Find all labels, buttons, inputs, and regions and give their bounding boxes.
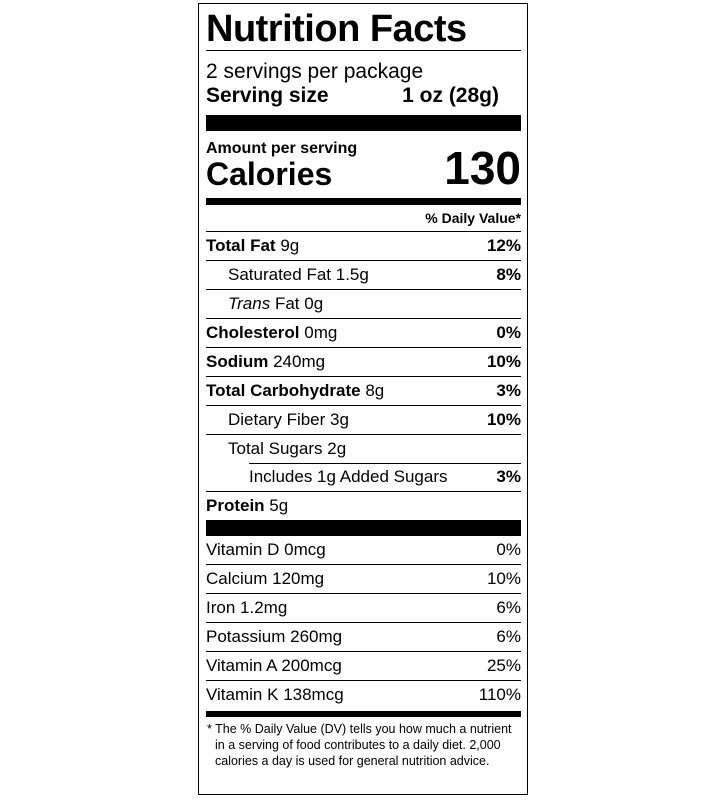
micronutrient-divider bbox=[206, 520, 521, 536]
nutrient-label: Dietary Fiber 3g bbox=[228, 410, 349, 429]
vitamin-row-vitamin-d bbox=[206, 536, 521, 564]
nutrient-row-trans-fat bbox=[206, 289, 521, 318]
vitamin-row-iron bbox=[206, 593, 521, 622]
nutrient-row-cholesterol bbox=[206, 318, 521, 347]
added-sugars-divider bbox=[249, 463, 521, 464]
nutrient-label: Includes 1g Added Sugars bbox=[249, 467, 448, 486]
vitamin-row-vitamin-k bbox=[206, 680, 521, 709]
vitamin-label: Vitamin A 200mcg bbox=[206, 656, 342, 675]
vitamin-dv: 0% bbox=[496, 540, 521, 559]
vitamin-label: Iron 1.2mg bbox=[206, 598, 288, 617]
vitamin-dv: 25% bbox=[486, 656, 521, 675]
nutrient-label: Saturated Fat 1.5g bbox=[228, 265, 369, 284]
serving-size-row bbox=[206, 84, 521, 108]
vitamin-dv: 110% bbox=[478, 685, 521, 704]
nutrition-facts-label bbox=[198, 3, 528, 795]
nutrient-label: Total Sugars 2g bbox=[228, 439, 347, 458]
nutrient-label: Protein 5g bbox=[206, 496, 289, 515]
medium-divider bbox=[206, 198, 521, 205]
vitamin-label: Potassium 260mg bbox=[206, 627, 343, 646]
daily-value-header: % Daily Value* bbox=[425, 210, 521, 226]
vitamin-row-calcium bbox=[206, 564, 521, 593]
vitamin-label: Vitamin D 0mcg bbox=[206, 540, 326, 559]
nutrient-label: Cholesterol 0mg bbox=[206, 323, 338, 342]
nutrient-row-protein bbox=[206, 491, 521, 520]
nutrient-row-total-carbohydrate bbox=[206, 376, 521, 405]
vitamin-dv: 6% bbox=[496, 627, 521, 646]
serving-size-label: Serving size bbox=[206, 84, 329, 107]
vitamin-label: Calcium 120mg bbox=[206, 569, 325, 588]
vitamin-dv: 6% bbox=[496, 598, 521, 617]
nutrient-dv: 10% bbox=[486, 352, 521, 371]
servings-per-package: 2 servings per package bbox=[206, 60, 424, 83]
footnote-divider bbox=[206, 711, 521, 717]
nutrient-label: Trans Fat 0g bbox=[228, 294, 324, 313]
nutrient-row-total-sugars bbox=[206, 434, 521, 463]
nutrient-dv: 0% bbox=[496, 323, 521, 342]
label-title: Nutrition Facts bbox=[206, 8, 467, 50]
title-divider bbox=[206, 50, 521, 51]
nutrient-dv: 3% bbox=[496, 467, 521, 486]
nutrient-dv: 3% bbox=[496, 381, 521, 400]
nutrient-label: Total Carbohydrate 8g bbox=[206, 381, 385, 400]
nutrient-dv: 8% bbox=[496, 265, 521, 284]
vitamin-row-vitamin-a bbox=[206, 651, 521, 680]
serving-size-spacer bbox=[329, 84, 403, 108]
nutrient-dv: 10% bbox=[486, 410, 521, 429]
daily-value-footnote: * The % Daily Value (DV) tells you how much a nutrient in a serving of food contributes to a daily diet. 2,000 calories a day is used for general nutrition advice. bbox=[207, 722, 512, 768]
nutrient-dv: 12% bbox=[486, 236, 521, 255]
nutrient-label: Sodium 240mg bbox=[206, 352, 326, 371]
nutrient-row-total-fat bbox=[206, 231, 521, 260]
calories-value: 130 bbox=[444, 142, 521, 194]
amount-per-serving: Amount per serving bbox=[206, 140, 358, 157]
vitamin-row-potassium bbox=[206, 622, 521, 651]
nutrient-row-saturated-fat bbox=[206, 260, 521, 289]
thick-divider bbox=[206, 115, 521, 131]
nutrient-label: Total Fat 9g bbox=[206, 236, 300, 255]
vitamin-label: Vitamin K 138mcg bbox=[206, 685, 344, 704]
serving-size-value: 1 oz (28g) bbox=[402, 84, 499, 107]
calories-label: Calories bbox=[206, 156, 333, 192]
nutrient-row-sodium bbox=[206, 347, 521, 376]
vitamin-dv: 10% bbox=[486, 569, 521, 588]
nutrient-row-added-sugars bbox=[206, 463, 521, 491]
nutrient-row-dietary-fiber bbox=[206, 405, 521, 434]
